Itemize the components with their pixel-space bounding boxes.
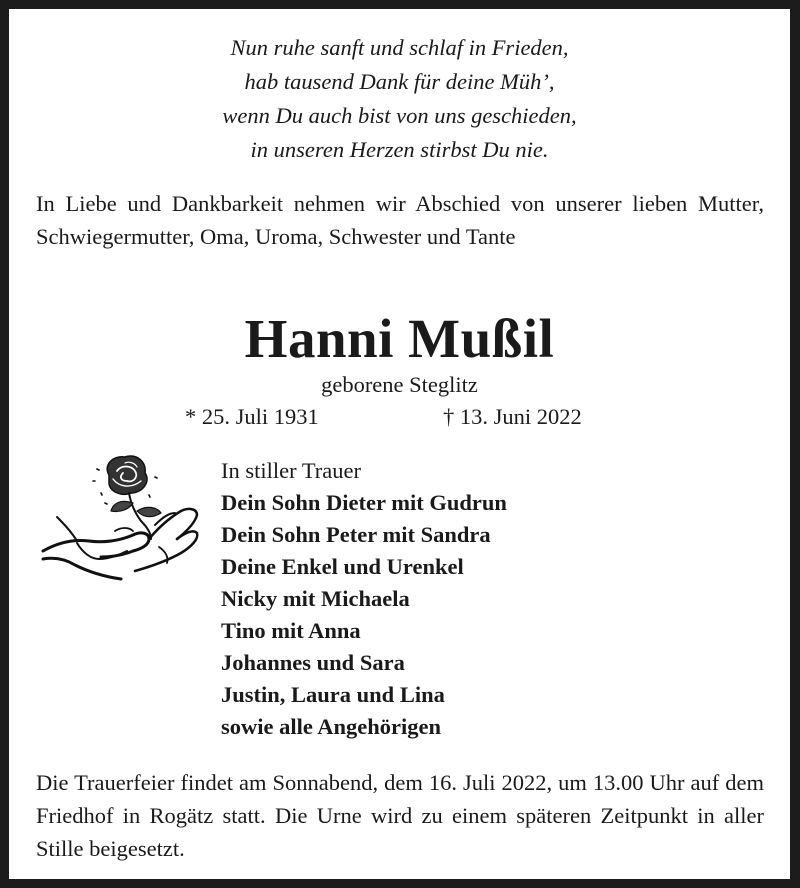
verse-line: Nun ruhe sanft und schlaf in Frieden, xyxy=(230,35,569,60)
mourning-lead: In stiller Trauer xyxy=(221,458,361,483)
mourner-line: Deine Enkel und Urenkel xyxy=(221,554,464,579)
farewell-intro: In Liebe und Dankbarkeit nehmen wir Abschied von unserer lieben Mutter, Schwiegermutter, Oma, Uroma, Schwester und Tante xyxy=(36,191,764,249)
mourner-line: Justin, Laura und Lina xyxy=(221,682,445,707)
verse-line: hab tausend Dank für deine Müh’, xyxy=(244,69,555,94)
mourner-line: Johannes und Sara xyxy=(221,650,405,675)
verse-line: wenn Du auch bist von uns geschieden, xyxy=(222,103,577,128)
memorial-verse xyxy=(9,31,790,167)
birth-name: geborene Steglitz xyxy=(321,372,478,397)
service-details: Die Trauerfeier findet am Sonnabend, dem 16. Juli 2022, um 13.00 Uhr auf dem Friedhof in Rogätz statt. Die Urne wird zu einem späteren Zeitpunkt in aller Stille beigesetzt. xyxy=(36,770,764,861)
deceased-name: Hanni Mußil xyxy=(244,308,555,369)
birth-date: * 25. Juli 1931 xyxy=(185,404,319,429)
rose-in-hands-icon xyxy=(37,447,207,587)
verse-line: in unseren Herzen stirbst Du nie. xyxy=(250,137,549,162)
mourner-line: Dein Sohn Dieter mit Gudrun xyxy=(221,490,507,515)
mourner-line: Nicky mit Michaela xyxy=(221,586,410,611)
mourner-line: Tino mit Anna xyxy=(221,618,361,643)
mourner-line: Dein Sohn Peter mit Sandra xyxy=(221,522,491,547)
mourner-line: sowie alle Angehörigen xyxy=(221,714,441,739)
mourners-list xyxy=(221,455,507,743)
death-date: † 13. Juni 2022 xyxy=(443,404,582,429)
